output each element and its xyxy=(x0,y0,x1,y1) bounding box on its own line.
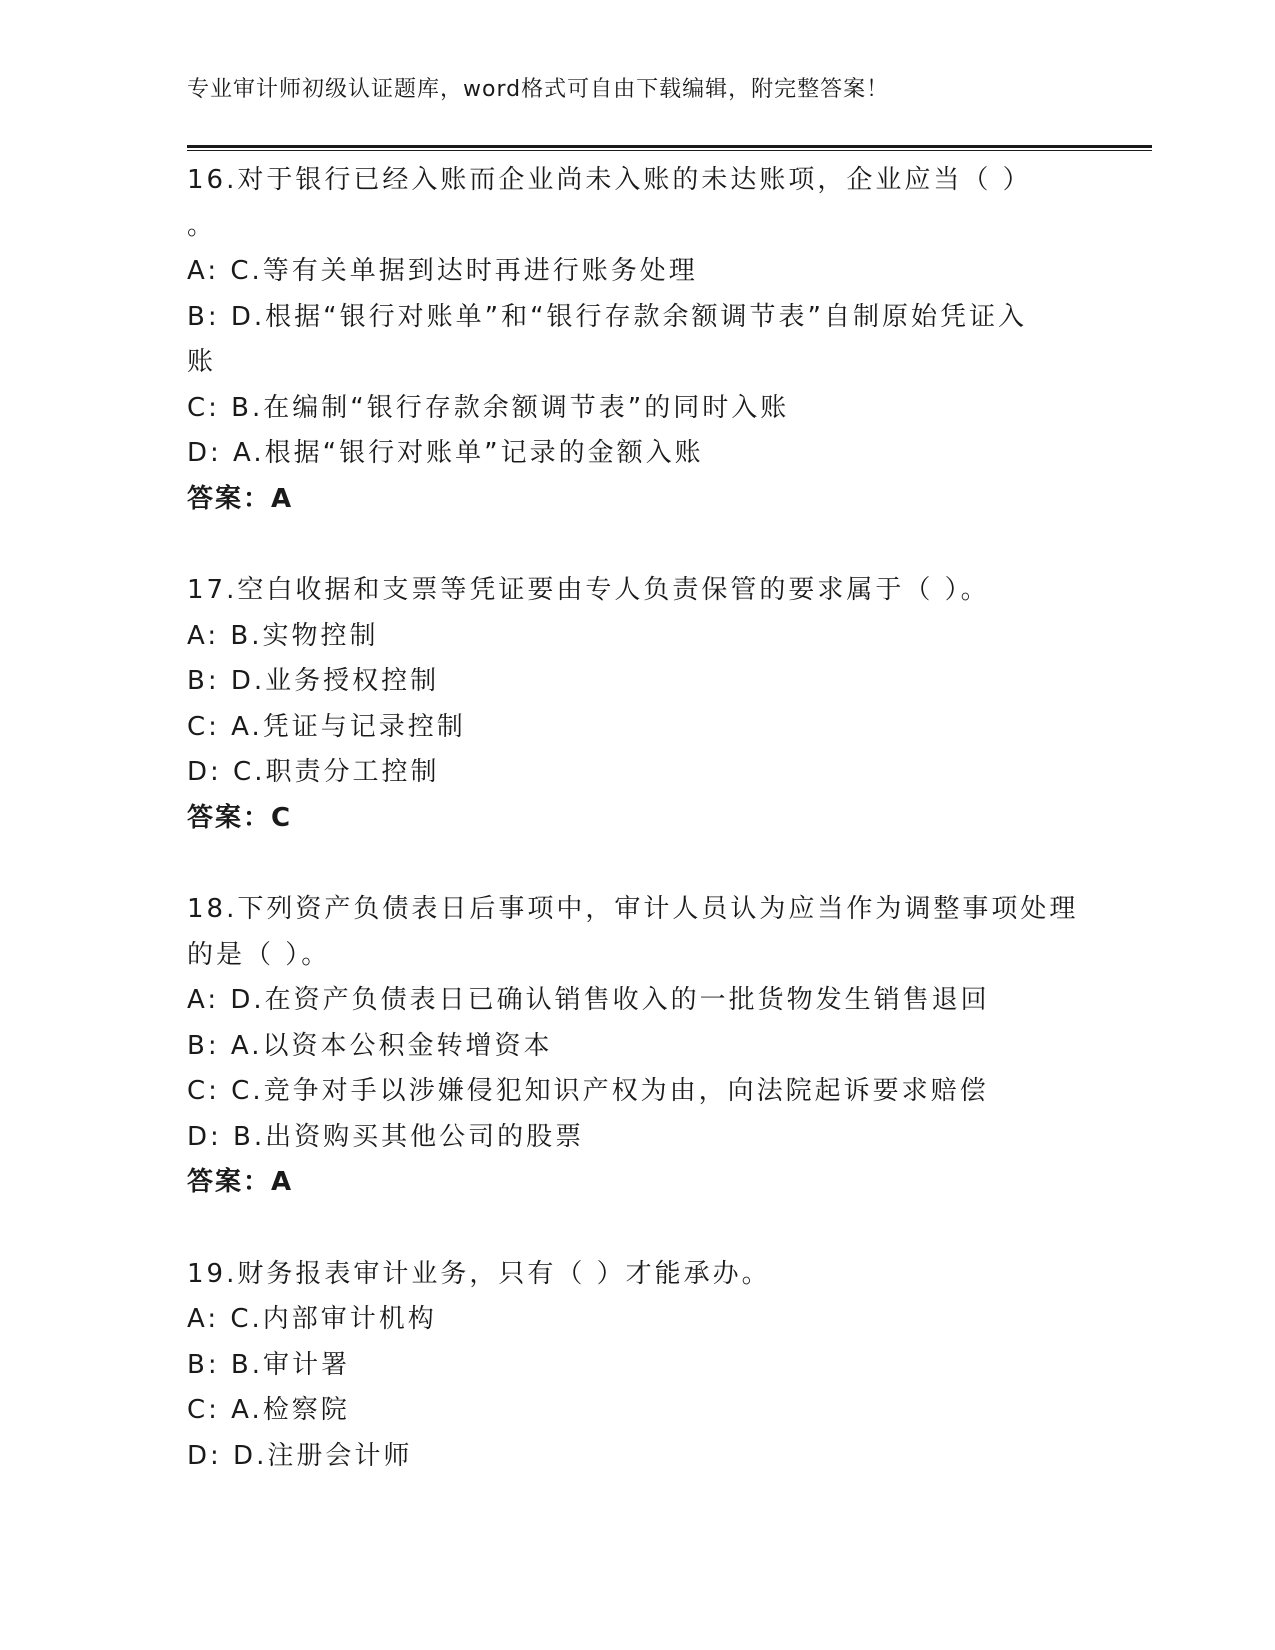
option-d: D: C.职责分工控制 xyxy=(187,757,440,787)
question-16 xyxy=(187,158,1087,522)
question-spacer xyxy=(187,841,1087,887)
question-stem: 19.财务报表审计业务，只有（ ）才能承办。 xyxy=(187,1258,771,1289)
question-17 xyxy=(187,568,1087,841)
option-d: D: D.注册会计师 xyxy=(187,1440,413,1471)
option-c: C: A.凭证与记录控制 xyxy=(187,711,466,742)
question-18 xyxy=(187,887,1087,1206)
option-c: C: A.检察院 xyxy=(187,1395,350,1425)
option-a: A: C.等有关单据到达时再进行账务处理 xyxy=(187,256,698,286)
option-b: B: D.根据“银行对账单”和“银行存款余额调节表”自制原始凭证入 xyxy=(187,301,1028,332)
question-list xyxy=(187,158,1087,1479)
question-stem: 17.空白收据和支票等凭证要由专人负责保管的要求属于（ ）。 xyxy=(187,575,990,605)
option-c: C: C.竞争对手以涉嫌侵犯知识产权为由，向法院起诉要求赔偿 xyxy=(187,1076,989,1106)
header-divider xyxy=(187,145,1152,151)
option-a: A: D.在资产负债表日已确认销售收入的一批货物发生销售退回 xyxy=(187,985,990,1015)
question-spacer xyxy=(187,1206,1087,1252)
answer-label: 答案：A xyxy=(187,483,294,514)
option-d: D: B.出资购买其他公司的股票 xyxy=(187,1121,585,1152)
question-stem-continuation: 的是（ ）。 xyxy=(187,939,331,970)
question-stem: 18.下列资产负债表日后事项中，审计人员认为应当作为调整事项处理 xyxy=(187,894,1079,924)
header-note: 专业审计师初级认证题库，word格式可自由下载编辑，附完整答案！ xyxy=(187,77,890,102)
answer-label: 答案：A xyxy=(187,1167,294,1197)
option-b: B: B.审计署 xyxy=(187,1349,350,1380)
option-a: A: C.内部审计机构 xyxy=(187,1304,437,1334)
question-spacer xyxy=(187,522,1087,568)
question-stem-continuation: 。 xyxy=(187,210,217,241)
option-d: D: A.根据“银行对账单”记录的金额入账 xyxy=(187,438,704,468)
option-b: B: D.业务授权控制 xyxy=(187,666,440,696)
option-b: B: A.以资本公积金转增资本 xyxy=(187,1030,553,1061)
option-b-continuation: 账 xyxy=(187,347,217,377)
question-stem: 16.对于银行已经入账而企业尚未入账的未达账项，企业应当（ ） xyxy=(187,165,1032,195)
option-c: C: B.在编制“银行存款余额调节表”的同时入账 xyxy=(187,392,790,423)
option-a: A: B.实物控制 xyxy=(187,620,379,651)
question-19 xyxy=(187,1252,1087,1480)
answer-label: 答案：C xyxy=(187,802,293,833)
